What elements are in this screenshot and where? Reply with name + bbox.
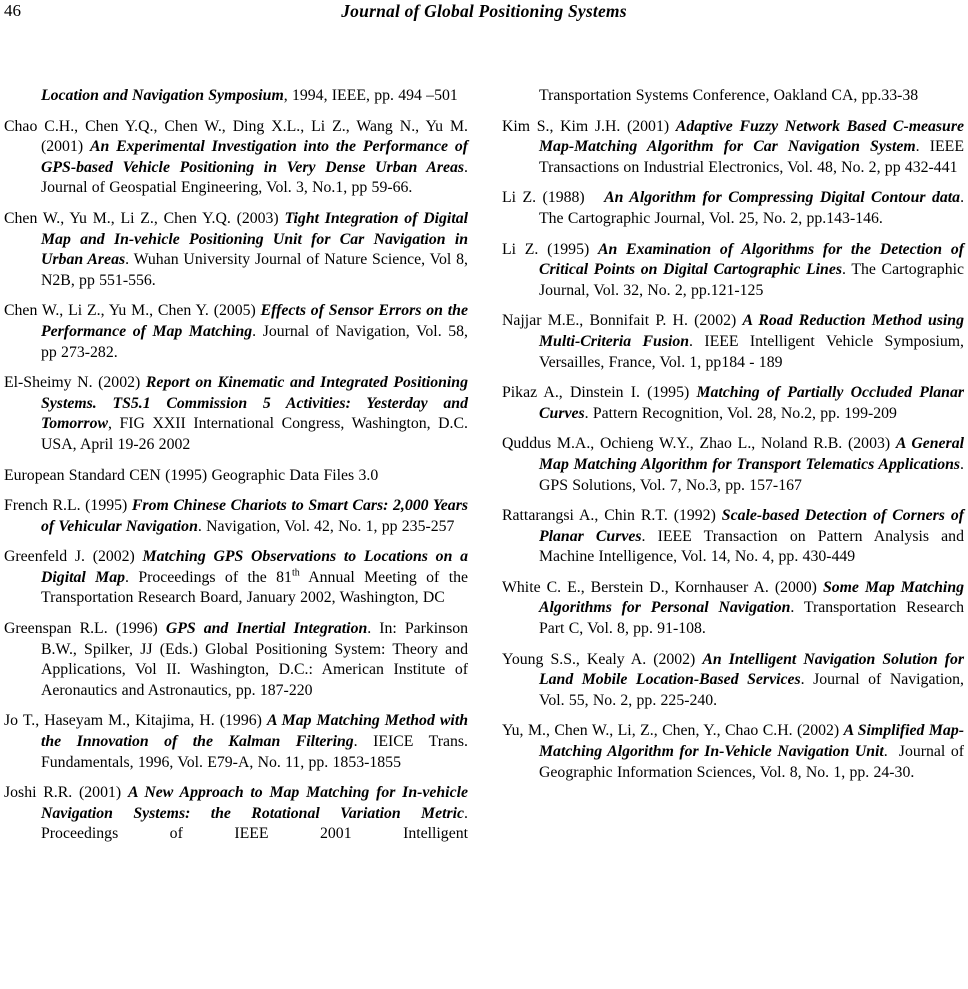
reference-text: . IEICE Trans. Fundamentals, 1996, Vol. E79-A, No. 11, pp. 1853-1855 xyxy=(41,733,468,771)
reference-entry xyxy=(4,373,468,455)
reference-text: French R.L. (1995) xyxy=(4,497,132,515)
reference-text: . Transportation Research Part C, Vol. 8, pp. 91-108. xyxy=(539,599,964,638)
reference-entry xyxy=(4,466,468,487)
reference-text: Annual Meeting of the Transportation Research Board, January 2002, Washington, DC xyxy=(41,568,469,607)
reference-entry xyxy=(502,311,964,373)
reference-text: Quddus M.A., Ochieng W.Y., Zhao L., Noland R.B. (2003) xyxy=(502,435,896,453)
reference-text: . Journal of Navigation, Vol. 55, No. 2, pp. 225-240. xyxy=(539,671,964,709)
reference-text: . In: Parkinson B.W., Spilker, JJ (Eds.) Global Positioning System: Theory and Applications, Vol II. Washington, D.C.: American Institute of Aeronautics and Astronautics, pp. 187-220 xyxy=(41,620,469,699)
reference-title: A Road Reduction Method using Multi-Criteria Fusion xyxy=(539,312,964,350)
reference-title: An Experimental Investigation into the Performance of GPS-based Vehicle Positioning in Very Dense Urban Areas xyxy=(41,138,468,176)
reference-text: Pikaz A., Dinstein I. (1995) xyxy=(502,384,697,402)
reference-entry xyxy=(4,496,468,537)
reference-title: GPS and Inertial Integration xyxy=(165,620,368,638)
reference-text: Rattarangsi A., Chin R.T. (1992) xyxy=(502,507,722,525)
references-right-column xyxy=(502,86,964,855)
reference-title: A Simplified Map-Matching Algorithm for In-Vehicle Navigation Unit xyxy=(539,722,964,761)
reference-text: Li Z. (1988) xyxy=(502,189,605,207)
reference-text: Chen W., Yu M., Li Z., Chen Y.Q. (2003) xyxy=(4,209,285,227)
reference-entry xyxy=(502,506,964,568)
reference-text: . IEEE Transaction on Pattern Analysis and Machine Intelligence, Vol. 14, No. 4, pp. 430-449 xyxy=(539,527,964,566)
reference-entry xyxy=(502,240,964,302)
reference-title: A Map Matching Method with the Innovation of the Kalman Filtering xyxy=(41,712,468,751)
references-section xyxy=(0,86,968,855)
reference-text: White C. E., Berstein D., Kornhauser A. (2000) xyxy=(502,578,823,596)
reference-title: An Intelligent Navigation Solution for Land Mobile Location-Based Services xyxy=(539,650,965,689)
reference-title: Matching of Partially Occluded Planar Curves xyxy=(539,384,965,422)
reference-entry xyxy=(4,209,468,291)
reference-text: . Journal of Navigation, Vol. 58, pp 273-282. xyxy=(41,322,468,361)
reference-text: European Standard CEN (1995) Geographic Data Files 3.0 xyxy=(4,466,379,484)
reference-entry xyxy=(4,711,468,773)
reference-entry xyxy=(4,117,468,199)
reference-text: . The Cartographic Journal, Vol. 25, No. 2, pp.143-146. xyxy=(539,189,965,227)
reference-entry-continuation xyxy=(502,86,964,107)
reference-text: . Journal of Geospatial Engineering, Vol. 3, No.1, pp 59-66. xyxy=(41,158,468,197)
journal-title: Journal of Global Positioning Systems xyxy=(341,1,627,21)
reference-text: , FIG XXII International Congress, Washington, D.C. USA, April 19-26 2002 xyxy=(41,415,468,453)
reference-entry xyxy=(502,434,964,496)
reference-text: Yu, M., Chen W., Li, Z., Chen, Y., Chao C.H. (2002) xyxy=(502,722,844,740)
reference-entry xyxy=(502,117,964,179)
reference-title: From Chinese Chariots to Smart Cars: 2,000 Years of Vehicular Navigation xyxy=(41,497,468,535)
reference-text: Li Z. (1995) xyxy=(502,240,598,258)
reference-text: . IEEE Transactions on Industrial Electronics, Vol. 48, No. 2, pp 432-441 xyxy=(539,138,964,176)
reference-text: Transportation Systems Conference, Oakland CA, pp.33-38 xyxy=(539,87,919,104)
reference-text: . Proceedings of the 81 xyxy=(125,568,292,586)
reference-entry xyxy=(4,619,468,701)
reference-title: Effects of Sensor Errors on the Performance of Map Matching xyxy=(41,302,468,340)
reference-entry xyxy=(502,383,964,424)
reference-text: . Journal of Geographic Information Sciences, Vol. 8, No. 1, pp. 24-30. xyxy=(539,743,964,781)
reference-entry xyxy=(502,650,964,712)
reference-text: . GPS Solutions, Vol. 7, No.3, pp. 157-167 xyxy=(539,455,964,494)
reference-entry xyxy=(502,188,964,229)
reference-entry xyxy=(4,547,468,609)
page-number: 46 xyxy=(4,1,21,20)
reference-text: Greenfeld J. (2002) xyxy=(4,548,143,566)
reference-text: . IEEE Intelligent Vehicle Symposium, Versailles, France, Vol. 1, pp184 - 189 xyxy=(539,332,964,371)
reference-title: Location and Navigation Symposium xyxy=(41,87,284,104)
reference-title: Scale-based Detection of Corners of Planar Curves xyxy=(539,507,964,545)
reference-text: Chao C.H., Chen Y.Q., Chen W., Ding X.L., Li Z., Wang N., Yu M. (2001) xyxy=(4,117,468,156)
reference-text: . Wuhan University Journal of Nature Science, Vol 8, N2B, pp 551-556. xyxy=(41,251,468,289)
ordinal-superscript: th xyxy=(291,567,300,579)
reference-text: . Proceedings of IEEE 2001 Intelligent xyxy=(41,804,468,843)
reference-entry xyxy=(4,783,468,845)
reference-entry xyxy=(502,721,964,783)
reference-text: Young S.S., Kealy A. (2002) xyxy=(502,650,703,668)
reference-title: An Algorithm for Compressing Digital Contour data xyxy=(604,189,961,207)
reference-title: Some Map Matching Algorithms for Personal Navigation xyxy=(539,578,964,617)
reference-entry xyxy=(4,301,468,363)
references-left-column xyxy=(4,86,468,855)
reference-title: Matching GPS Observations to Locations on a Digital Map xyxy=(41,548,468,586)
reference-text: Chen W., Li Z., Yu M., Chen Y. (2005) xyxy=(4,302,261,320)
reference-text: Najjar M.E., Bonnifait P. H. (2002) xyxy=(502,312,743,330)
reference-text: . Pattern Recognition, Vol. 28, No.2, pp. 199-209 xyxy=(584,404,897,422)
reference-title: Tight Integration of Digital Map and In-vehicle Positioning Unit for Car Navigation in Urban Areas xyxy=(41,209,469,269)
reference-text: Jo T., Haseyam M., Kitajima, H. (1996) xyxy=(4,712,267,730)
reference-title: Adaptive Fuzzy Network Based C-measure Map-Matching Algorithm for Car Navigation System xyxy=(539,117,964,156)
reference-entry xyxy=(502,578,964,640)
reference-text: Greenspan R.L. (1996) xyxy=(4,620,166,638)
reference-text: El-Sheimy N. (2002) xyxy=(4,374,146,392)
reference-title: A New Approach to Map Matching for In-vehicle Navigation Systems: the Rotational Variation Metric xyxy=(41,784,468,822)
reference-text: Kim S., Kim J.H. (2001) xyxy=(502,117,676,135)
reference-title: Report on Kinematic and Integrated Positioning Systems. TS5.1 Commission 5 Activities: Yesterday and Tomorrow xyxy=(41,374,468,433)
reference-text: , 1994, IEEE, pp. 494 –501 xyxy=(283,87,458,104)
reference-text: . The Cartographic Journal, Vol. 32, No. 2, pp.121-125 xyxy=(539,261,965,299)
reference-title: A General Map Matching Algorithm for Transport Telematics Applications xyxy=(539,435,964,473)
reference-text: Joshi R.R. (2001) xyxy=(4,784,128,802)
page-header xyxy=(0,0,968,24)
reference-text: . Navigation, Vol. 42, No. 1, pp 235-257 xyxy=(197,517,455,535)
reference-entry-continuation xyxy=(4,86,468,107)
reference-title: An Examination of Algorithms for the Detection of Critical Points on Digital Cartographic Lines xyxy=(539,240,964,279)
